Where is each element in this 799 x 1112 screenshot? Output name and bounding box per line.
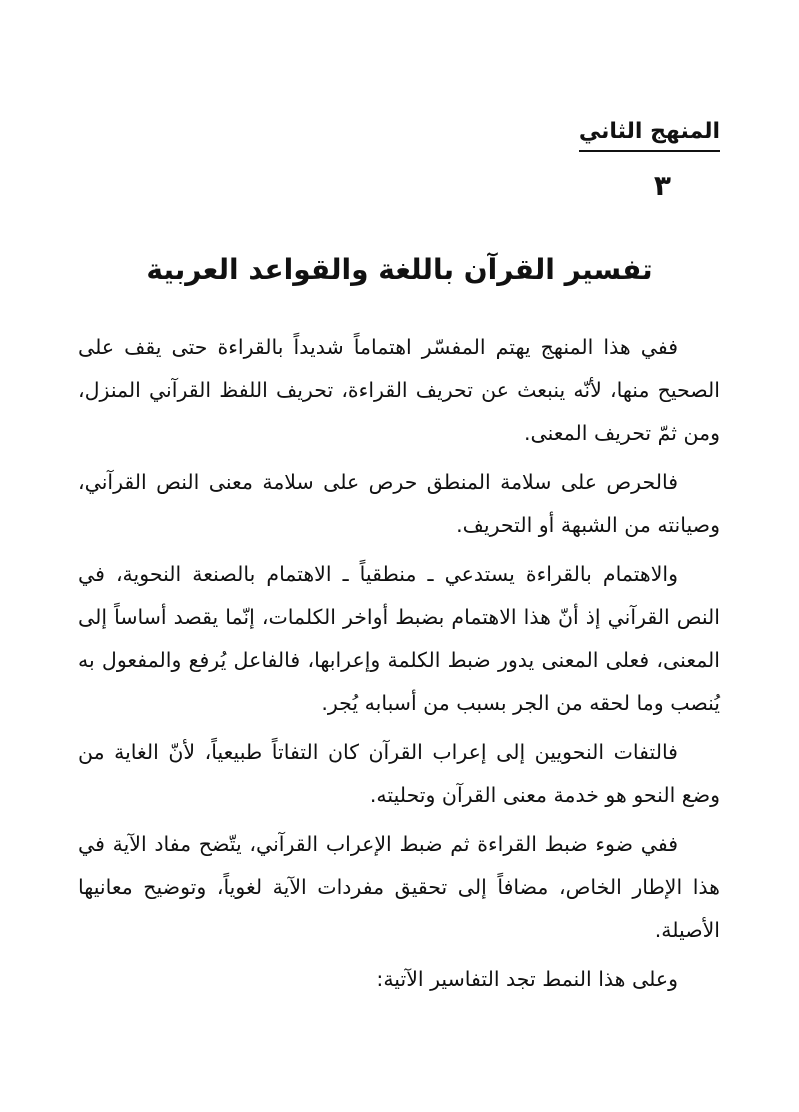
paragraph: ففي هذا المنهج يهتم المفسّر اهتماماً شديداً بالقراءة حتى يقف على الصحيح منها، لأنّه ينبعث عن تحريف القراءة، تحريف اللفظ القرآني المنزل، ومن ثمّ تحريف المعنى. (78, 335, 720, 445)
paragraph: وعلى هذا النمط تجد التفاسير الآتية: (376, 967, 678, 991)
paragraph: فالحرص على سلامة المنطق حرص على سلامة معنى النص القرآني، وصيانته من الشبهة أو التحريف. (78, 470, 720, 537)
chapter-number: ٣ (653, 169, 671, 202)
body-text (78, 326, 720, 1007)
page-title: تفسير القرآن باللغة والقواعد العربية (146, 253, 653, 286)
chapter-label: المنهج الثاني (579, 116, 720, 152)
paragraph: فالتفات النحويين إلى إعراب القرآن كان التفاتاً طبيعياً، لأنّ الغاية من وضع النحو هو خدمة معنى القرآن وتحليته. (78, 740, 720, 807)
paragraph: ففي ضوء ضبط القراءة ثم ضبط الإعراب القرآني، يتّضح مفاد الآية في هذا الإطار الخاص، مضافاً إلى تحقيق مفردات الآية لغوياً، وتوضيح معانيها الأصيلة. (78, 832, 720, 942)
paragraph: والاهتمام بالقراءة يستدعي ـ منطقياً ـ الاهتمام بالصنعة النحوية، في النص القرآني إذ أنّ هذا الاهتمام بضبط أواخر الكلمات، إنّما يقصد أساساً إلى المعنى، فعلى المعنى يدور ضبط الكلمة وإعرابها، فالفاعل يُرفع والمفعول به يُنصب وما لحقه من الجر بسبب من أسبابه يُجر. (78, 562, 720, 715)
